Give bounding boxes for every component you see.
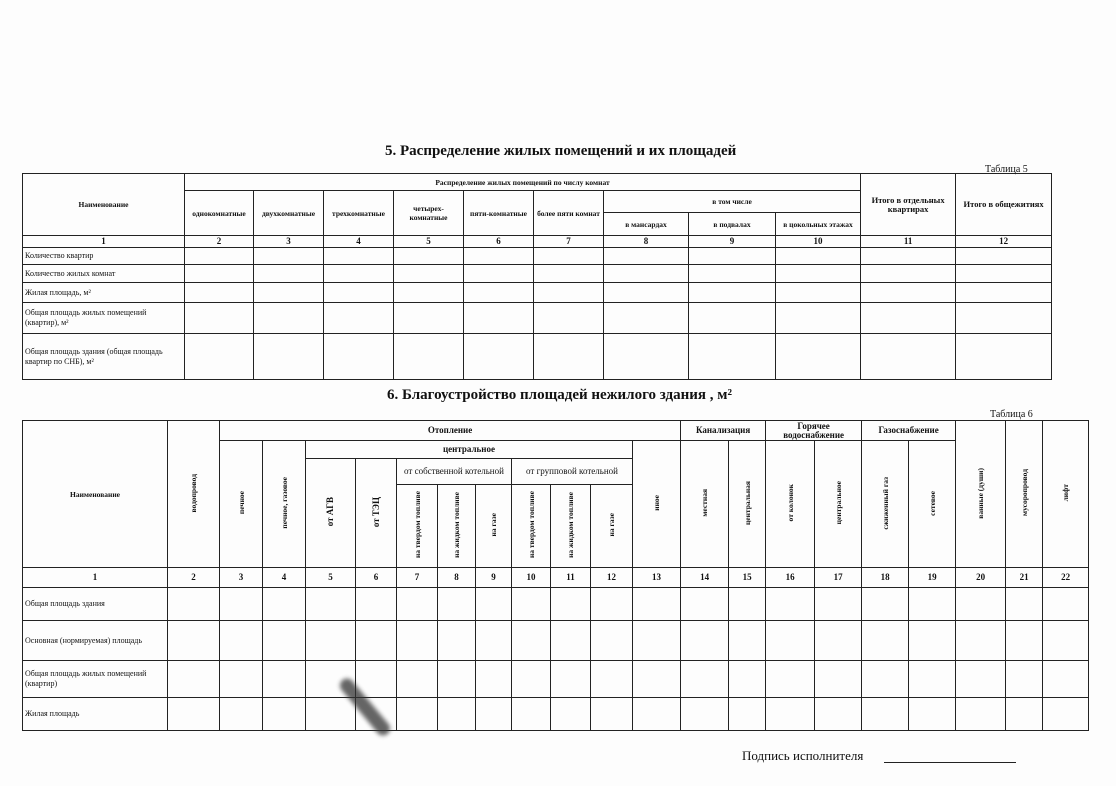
header-name: Наименование	[23, 421, 168, 568]
table-row	[23, 698, 1089, 731]
data-cell[interactable]	[861, 248, 956, 265]
data-cell[interactable]	[766, 621, 815, 661]
data-cell[interactable]	[909, 661, 956, 698]
header-chute: мусоропровод	[1019, 469, 1029, 517]
header-total-dorms: Итого в общежитиях	[956, 174, 1052, 236]
data-cell[interactable]	[254, 248, 324, 265]
header-gassupply: Газоснабжение	[862, 421, 956, 441]
column-number: 19	[909, 568, 956, 588]
data-cell[interactable]	[464, 248, 534, 265]
column-number: 3	[254, 236, 324, 248]
header-agv: от АГВ	[325, 497, 335, 527]
column-number: 12	[591, 568, 633, 588]
data-cell[interactable]	[1043, 621, 1089, 661]
data-cell[interactable]	[185, 248, 254, 265]
data-cell[interactable]	[551, 698, 591, 731]
data-cell[interactable]	[956, 334, 1052, 380]
header-1room: однокомнатные	[185, 191, 254, 236]
data-cell[interactable]	[476, 698, 512, 731]
data-cell[interactable]	[534, 248, 604, 265]
header-tec: от ТЭЦ	[370, 496, 381, 528]
header-4room: четырех-комнатные	[394, 191, 464, 236]
data-cell[interactable]	[729, 588, 766, 621]
column-number: 1	[23, 568, 168, 588]
header-group-boiler: от групповой котельной	[512, 459, 633, 485]
data-cell[interactable]	[633, 661, 681, 698]
table5-label: Таблица 5	[985, 164, 1028, 175]
data-cell[interactable]	[254, 303, 324, 334]
data-cell[interactable]	[604, 248, 689, 265]
header-more5: более пяти комнат	[534, 191, 604, 236]
data-cell[interactable]	[464, 334, 534, 380]
data-cell[interactable]	[512, 588, 551, 621]
data-cell[interactable]	[220, 661, 263, 698]
data-cell[interactable]	[956, 248, 1052, 265]
data-cell[interactable]	[512, 621, 551, 661]
data-cell[interactable]	[394, 265, 464, 283]
header-5room: пяти-комнатные	[464, 191, 534, 236]
data-cell[interactable]	[729, 661, 766, 698]
header-group-liquid: на жидком топливе	[566, 492, 575, 558]
column-number: 13	[633, 568, 681, 588]
data-cell[interactable]	[1006, 698, 1043, 731]
data-cell[interactable]	[689, 334, 776, 380]
row-label: Общая площадь жилых помещений (квартир), м²	[23, 303, 185, 334]
table-row	[23, 283, 1052, 303]
column-number: 6	[356, 568, 397, 588]
data-cell[interactable]	[633, 698, 681, 731]
column-number: 1	[23, 236, 185, 248]
header-water: водопровод	[189, 473, 198, 513]
data-cell[interactable]	[263, 588, 306, 621]
data-cell[interactable]	[776, 303, 861, 334]
column-number: 14	[681, 568, 729, 588]
data-cell[interactable]	[168, 588, 220, 621]
data-cell[interactable]	[438, 698, 476, 731]
data-cell[interactable]	[438, 661, 476, 698]
data-cell[interactable]	[397, 621, 438, 661]
column-number: 15	[729, 568, 766, 588]
data-cell[interactable]	[604, 334, 689, 380]
data-cell[interactable]	[681, 621, 729, 661]
data-cell[interactable]	[1006, 661, 1043, 698]
table6-title: 6. Благоустройство площадей нежилого здания , м²	[387, 387, 732, 403]
header-local: местная	[700, 489, 710, 517]
column-number: 11	[861, 236, 956, 248]
data-cell[interactable]	[356, 621, 397, 661]
data-cell[interactable]	[324, 303, 394, 334]
table5	[22, 173, 1052, 380]
column-number: 21	[1006, 568, 1043, 588]
column-number: 7	[534, 236, 604, 248]
data-cell[interactable]	[263, 698, 306, 731]
data-cell[interactable]	[551, 588, 591, 621]
data-cell[interactable]	[394, 303, 464, 334]
data-cell[interactable]	[862, 621, 909, 661]
data-cell[interactable]	[254, 283, 324, 303]
column-number: 8	[438, 568, 476, 588]
column-number: 7	[397, 568, 438, 588]
data-cell[interactable]	[815, 621, 862, 661]
header-baths: ванные (души)	[976, 467, 986, 519]
data-cell[interactable]	[861, 303, 956, 334]
data-cell[interactable]	[776, 283, 861, 303]
data-cell[interactable]	[464, 303, 534, 334]
row-label: Жилая площадь	[23, 698, 168, 731]
column-number: 18	[862, 568, 909, 588]
signature-label: Подпись исполнителя	[742, 748, 864, 763]
row-label: Общая площадь здания	[23, 588, 168, 621]
row-label: Общая площадь здания (общая площадь квартир по СНБ), м²	[23, 334, 185, 380]
data-cell[interactable]	[729, 698, 766, 731]
data-cell[interactable]	[551, 661, 591, 698]
data-cell[interactable]	[438, 588, 476, 621]
header-central-hotwater: центральное	[833, 481, 843, 525]
column-number: 4	[324, 236, 394, 248]
data-cell[interactable]	[956, 588, 1006, 621]
table-row	[23, 334, 1052, 380]
data-cell[interactable]	[861, 283, 956, 303]
data-cell[interactable]	[394, 334, 464, 380]
data-cell[interactable]	[681, 588, 729, 621]
data-cell[interactable]	[1043, 661, 1089, 698]
table-row	[23, 248, 1052, 265]
data-cell[interactable]	[633, 621, 681, 661]
data-cell[interactable]	[862, 698, 909, 731]
data-cell[interactable]	[356, 588, 397, 621]
data-cell[interactable]	[766, 588, 815, 621]
data-cell[interactable]	[862, 588, 909, 621]
header-name: Наименование	[23, 174, 185, 236]
data-cell[interactable]	[1006, 621, 1043, 661]
data-cell[interactable]	[512, 661, 551, 698]
data-cell[interactable]	[324, 248, 394, 265]
row-label: Количество жилых комнат	[23, 265, 185, 283]
data-cell[interactable]	[512, 698, 551, 731]
data-cell[interactable]	[815, 661, 862, 698]
column-number: 2	[168, 568, 220, 588]
data-cell[interactable]	[254, 334, 324, 380]
column-number: 22	[1043, 568, 1089, 588]
data-cell[interactable]	[168, 698, 220, 731]
header-column: от колонок	[785, 484, 795, 522]
data-cell[interactable]	[464, 283, 534, 303]
column-number: 17	[815, 568, 862, 588]
row-label: Общая площадь жилых помещений (квартир)	[23, 661, 168, 698]
header-group: Распределение жилых помещений по числу комнат	[185, 174, 861, 191]
header-group-gas: на газе	[607, 513, 616, 537]
column-number: 20	[956, 568, 1006, 588]
header-own-boiler: от собственной котельной	[397, 459, 512, 485]
data-cell[interactable]	[324, 334, 394, 380]
table6	[22, 420, 1089, 731]
header-3room: трехкомнатные	[324, 191, 394, 236]
data-cell[interactable]	[956, 698, 1006, 731]
data-cell[interactable]	[689, 283, 776, 303]
data-cell[interactable]	[534, 265, 604, 283]
data-cell[interactable]	[591, 698, 633, 731]
column-number: 9	[689, 236, 776, 248]
data-cell[interactable]	[815, 698, 862, 731]
table-row	[23, 621, 1089, 661]
data-cell[interactable]	[862, 661, 909, 698]
column-number: 12	[956, 236, 1052, 248]
column-number: 4	[263, 568, 306, 588]
data-cell[interactable]	[604, 283, 689, 303]
data-cell[interactable]	[534, 303, 604, 334]
header-stove: печное	[236, 491, 246, 515]
signature-line[interactable]	[884, 762, 1016, 763]
data-cell[interactable]	[909, 588, 956, 621]
data-cell[interactable]	[681, 661, 729, 698]
data-cell[interactable]	[689, 248, 776, 265]
header-own-solid: на твердом топливе	[412, 491, 422, 559]
header-heating: Отопление	[220, 421, 681, 441]
table-row	[23, 661, 1089, 698]
data-cell[interactable]	[220, 621, 263, 661]
data-cell[interactable]	[464, 265, 534, 283]
table-row	[23, 303, 1052, 334]
header-central-sewer: центральная	[742, 480, 752, 526]
table6-label: Таблица 6	[990, 409, 1033, 420]
table-row	[23, 265, 1052, 283]
header-group-solid: на твердом топливе	[526, 491, 536, 559]
header-total-apartments: Итого в отдельных квартирах	[861, 174, 956, 236]
column-number: 10	[512, 568, 551, 588]
data-cell[interactable]	[689, 303, 776, 334]
row-label: Основная (нормируемая) площадь	[23, 621, 168, 661]
data-cell[interactable]	[185, 265, 254, 283]
header-lift: лифт	[1061, 484, 1071, 502]
data-cell[interactable]	[476, 588, 512, 621]
header-central: центральное	[306, 441, 633, 459]
data-cell[interactable]	[394, 248, 464, 265]
data-cell[interactable]	[633, 588, 681, 621]
table-row	[23, 588, 1089, 621]
data-cell[interactable]	[534, 334, 604, 380]
data-cell[interactable]	[604, 303, 689, 334]
table5-title: 5. Распределение жилых помещений и их площадей	[385, 143, 737, 159]
data-cell[interactable]	[861, 334, 956, 380]
data-cell[interactable]	[476, 621, 512, 661]
header-own-liquid: на жидком топливе	[452, 492, 461, 558]
data-cell[interactable]	[551, 621, 591, 661]
data-cell[interactable]	[591, 621, 633, 661]
data-cell[interactable]	[306, 588, 356, 621]
data-cell[interactable]	[185, 334, 254, 380]
data-cell[interactable]	[956, 621, 1006, 661]
data-cell[interactable]	[397, 588, 438, 621]
data-cell[interactable]	[1006, 588, 1043, 621]
data-cell[interactable]	[909, 698, 956, 731]
data-cell[interactable]	[1043, 698, 1089, 731]
data-cell[interactable]	[776, 334, 861, 380]
row-label: Жилая площадь, м²	[23, 283, 185, 303]
column-number: 2	[185, 236, 254, 248]
data-cell[interactable]	[220, 588, 263, 621]
data-cell[interactable]	[766, 698, 815, 731]
data-cell[interactable]	[476, 661, 512, 698]
data-cell[interactable]	[168, 661, 220, 698]
data-cell[interactable]	[689, 265, 776, 283]
data-cell[interactable]	[397, 661, 438, 698]
data-cell[interactable]	[776, 248, 861, 265]
data-cell[interactable]	[254, 265, 324, 283]
row-label: Количество квартир	[23, 248, 185, 265]
data-cell[interactable]	[681, 698, 729, 731]
column-number: 3	[220, 568, 263, 588]
data-cell[interactable]	[956, 283, 1052, 303]
data-cell[interactable]	[397, 698, 438, 731]
column-number: 16	[766, 568, 815, 588]
column-number: 11	[551, 568, 591, 588]
data-cell[interactable]	[438, 621, 476, 661]
data-cell[interactable]	[394, 283, 464, 303]
data-cell[interactable]	[324, 265, 394, 283]
data-cell[interactable]	[306, 621, 356, 661]
column-number: 5	[394, 236, 464, 248]
data-cell[interactable]	[220, 698, 263, 731]
data-cell[interactable]	[185, 283, 254, 303]
data-cell[interactable]	[591, 661, 633, 698]
header-liquefied-gas: сжиженный газ	[880, 476, 890, 530]
data-cell[interactable]	[168, 621, 220, 661]
data-cell[interactable]	[956, 303, 1052, 334]
column-number: 5	[306, 568, 356, 588]
column-number: 6	[464, 236, 534, 248]
column-number: 10	[776, 236, 861, 248]
data-cell[interactable]	[729, 621, 766, 661]
header-attics: в мансардах	[604, 213, 689, 236]
data-cell[interactable]	[324, 283, 394, 303]
header-other: иное	[652, 495, 662, 511]
data-cell[interactable]	[776, 265, 861, 283]
header-2room: двухкомнатные	[254, 191, 324, 236]
data-cell[interactable]	[306, 698, 356, 731]
header-including: в том числе	[604, 191, 861, 213]
data-cell[interactable]	[604, 265, 689, 283]
data-cell[interactable]	[263, 621, 306, 661]
data-cell[interactable]	[766, 661, 815, 698]
header-basements: в подвалах	[689, 213, 776, 236]
column-number: 8	[604, 236, 689, 248]
data-cell[interactable]	[815, 588, 862, 621]
header-plinth: в цокольных этажах	[776, 213, 861, 236]
data-cell[interactable]	[534, 283, 604, 303]
header-network-gas: сетевое	[927, 490, 937, 516]
data-cell[interactable]	[956, 661, 1006, 698]
data-cell[interactable]	[185, 303, 254, 334]
header-stove-gas: печное, газовое	[279, 477, 289, 529]
header-sewer: Канализация	[681, 421, 766, 441]
header-hotwater: Горячее водоснабжение	[766, 421, 862, 441]
data-cell[interactable]	[861, 265, 956, 283]
data-cell[interactable]	[591, 588, 633, 621]
data-cell[interactable]	[909, 621, 956, 661]
data-cell[interactable]	[1043, 588, 1089, 621]
data-cell[interactable]	[956, 265, 1052, 283]
column-number: 9	[476, 568, 512, 588]
data-cell[interactable]	[263, 661, 306, 698]
header-own-gas: на газе	[489, 513, 498, 537]
